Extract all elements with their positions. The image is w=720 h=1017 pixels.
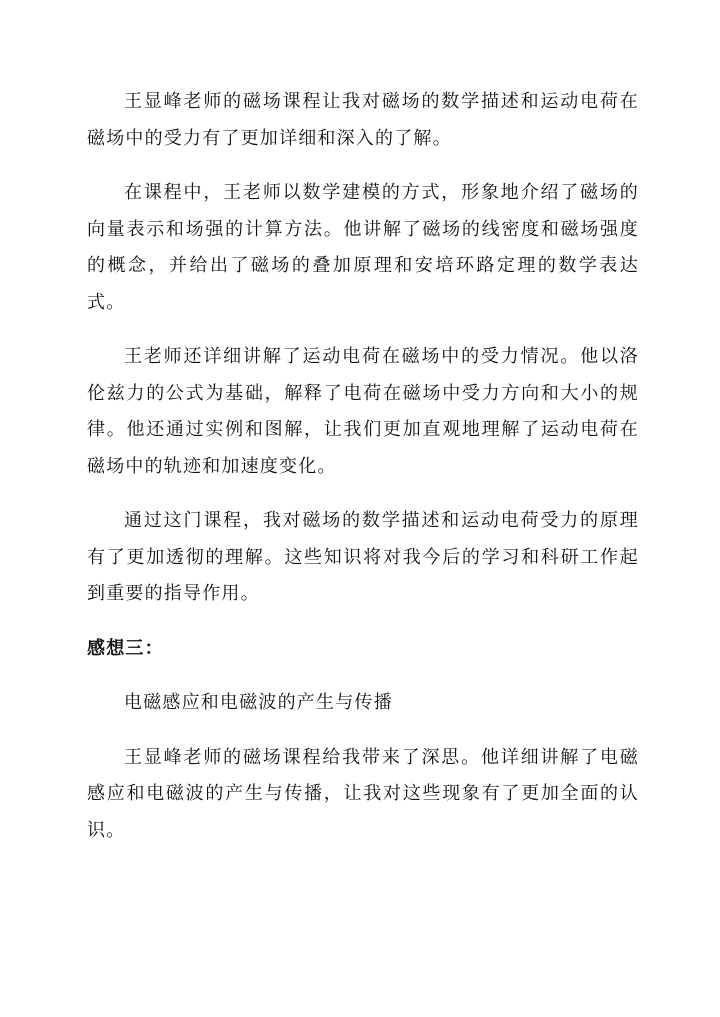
paragraph-3: 王老师还详细讲解了运动电荷在磁场中的受力情况。他以洛伦兹力的公式为基础，解释了电荷在磁场中受力方向和大小的规律。他还通过实例和图解，让我们更加直观地理解了运动电荷在磁场中的轨迹和加速度变化。 xyxy=(87,346,639,477)
paragraph-2: 在课程中，王老师以数学建模的方式，形象地介绍了磁场的向量表示和场强的计算方法。他讲解了磁场的线密度和磁场强度的概念，并给出了磁场的叠加原理和安培环路定理的数学表达式。 xyxy=(87,182,639,313)
section-heading: 感想三： xyxy=(87,637,164,659)
document-body xyxy=(87,84,639,867)
paragraph-5: 王显峰老师的磁场课程给我带来了深思。他详细讲解了电磁感应和电磁波的产生与传播，让我对这些现象有了更加全面的认识。 xyxy=(87,746,639,841)
paragraph-1: 王显峰老师的磁场课程让我对磁场的数学描述和运动电荷在磁场中的受力有了更加详细和深入的了解。 xyxy=(87,91,639,149)
paragraph-4: 通过这门课程，我对磁场的数学描述和运动电荷受力的原理有了更加透彻的理解。这些知识将对我今后的学习和科研工作起到重要的指导作用。 xyxy=(87,510,639,604)
section-subtitle: 电磁感应和电磁波的产生与传播 xyxy=(124,692,393,713)
